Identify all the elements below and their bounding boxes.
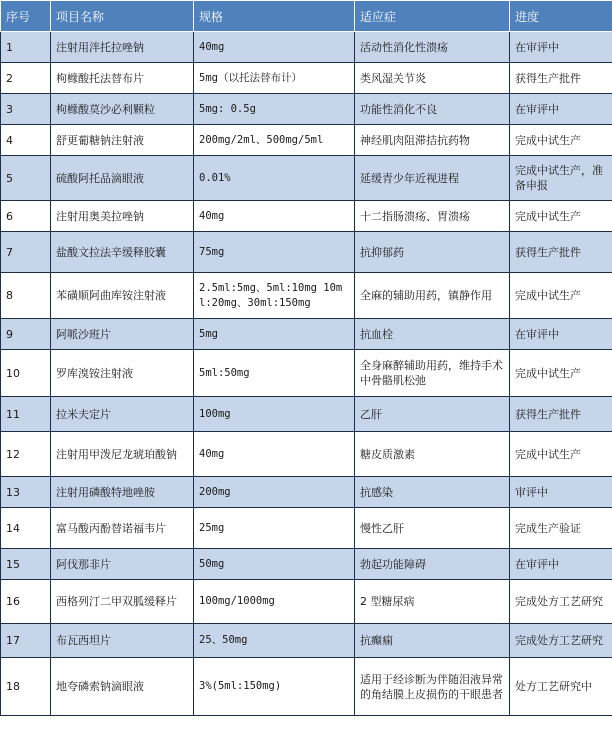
row-progress: 获得生产批件	[510, 63, 612, 94]
row-progress: 处方工艺研究中	[510, 658, 612, 716]
row-name: 阿伐那非片	[51, 549, 194, 580]
row-name: 拉米夫定片	[51, 397, 194, 432]
row-name: 注射用磷酸特地唑胺	[51, 477, 194, 508]
row-name: 西格列汀二甲双胍缓释片	[51, 580, 194, 624]
row-no: 14	[1, 508, 51, 549]
row-no: 15	[1, 549, 51, 580]
row-indication: 乙肝	[355, 397, 510, 432]
row-progress: 在审评中	[510, 549, 612, 580]
row-spec: 25、50mg	[194, 624, 355, 658]
row-progress: 审评中	[510, 477, 612, 508]
row-name: 盐酸文拉法辛缓释胶囊	[51, 232, 194, 273]
row-spec: 2.5ml:5mg、5ml:10mg 10ml:20mg、30ml:150mg	[194, 273, 355, 319]
row-no: 17	[1, 624, 51, 658]
table-row	[1, 508, 612, 549]
header-indication: 适应症	[355, 1, 510, 32]
row-spec: 0.01%	[194, 156, 355, 201]
row-indication: 适用于经诊断为伴随泪液异常的角结膜上皮损伤的干眼患者	[355, 658, 510, 716]
row-progress: 在审评中	[510, 32, 612, 63]
row-spec: 100mg	[194, 397, 355, 432]
row-no: 6	[1, 201, 51, 232]
row-no: 5	[1, 156, 51, 201]
row-name: 阿哌沙班片	[51, 319, 194, 350]
row-name: 枸橼酸莫沙必利颗粒	[51, 94, 194, 125]
row-spec: 5mg	[194, 319, 355, 350]
row-indication: 2 型糖尿病	[355, 580, 510, 624]
row-no: 7	[1, 232, 51, 273]
row-name: 布瓦西坦片	[51, 624, 194, 658]
row-spec: 50mg	[194, 549, 355, 580]
table-row	[1, 273, 612, 319]
row-spec: 40mg	[194, 201, 355, 232]
row-no: 2	[1, 63, 51, 94]
table-row	[1, 580, 612, 624]
row-spec: 200mg/2ml、500mg/5ml	[194, 125, 355, 156]
row-progress: 完成中试生产	[510, 125, 612, 156]
row-name: 注射用泮托拉唑钠	[51, 32, 194, 63]
row-progress: 在审评中	[510, 319, 612, 350]
row-progress: 获得生产批件	[510, 397, 612, 432]
row-spec: 75mg	[194, 232, 355, 273]
row-progress: 完成处方工艺研究	[510, 624, 612, 658]
row-progress: 获得生产批件	[510, 232, 612, 273]
row-indication: 活动性消化性溃疡	[355, 32, 510, 63]
row-name: 硫酸阿托品滴眼液	[51, 156, 194, 201]
row-spec: 5ml:50mg	[194, 350, 355, 397]
row-name: 舒更葡糖钠注射液	[51, 125, 194, 156]
row-progress: 完成中试生产	[510, 201, 612, 232]
row-no: 4	[1, 125, 51, 156]
row-indication: 慢性乙肝	[355, 508, 510, 549]
row-no: 16	[1, 580, 51, 624]
row-progress: 在审评中	[510, 94, 612, 125]
row-spec: 3%(5ml:150mg)	[194, 658, 355, 716]
table-row	[1, 32, 612, 63]
row-no: 13	[1, 477, 51, 508]
table-row	[1, 397, 612, 432]
table-row	[1, 94, 612, 125]
header-name: 项目名称	[51, 1, 194, 32]
table-row	[1, 477, 612, 508]
row-no: 11	[1, 397, 51, 432]
table-body	[1, 32, 612, 716]
row-no: 9	[1, 319, 51, 350]
row-indication: 类风湿关节炎	[355, 63, 510, 94]
row-no: 18	[1, 658, 51, 716]
header-progress: 进度	[510, 1, 612, 32]
table-row	[1, 201, 612, 232]
row-indication: 抗感染	[355, 477, 510, 508]
row-spec: 200mg	[194, 477, 355, 508]
row-no: 3	[1, 94, 51, 125]
table-row	[1, 432, 612, 477]
table-header	[1, 1, 612, 32]
row-progress: 完成生产验证	[510, 508, 612, 549]
table-row	[1, 319, 612, 350]
table-row	[1, 624, 612, 658]
row-indication: 全身麻醉辅助用药，维持手术中骨骼肌松弛	[355, 350, 510, 397]
row-name: 富马酸丙酚替诺福韦片	[51, 508, 194, 549]
row-indication: 勃起功能障碍	[355, 549, 510, 580]
row-indication: 抗癫痫	[355, 624, 510, 658]
row-name: 地夸磷索钠滴眼液	[51, 658, 194, 716]
row-name: 枸橼酸托法替布片	[51, 63, 194, 94]
row-no: 8	[1, 273, 51, 319]
row-progress: 完成中试生产	[510, 350, 612, 397]
row-spec: 100mg/1000mg	[194, 580, 355, 624]
row-progress: 完成中试生产	[510, 432, 612, 477]
row-progress: 完成处方工艺研究	[510, 580, 612, 624]
table-row	[1, 156, 612, 201]
row-indication: 神经肌肉阻滞拮抗药物	[355, 125, 510, 156]
table-row	[1, 232, 612, 273]
header-no: 序号	[1, 1, 51, 32]
row-indication: 功能性消化不良	[355, 94, 510, 125]
row-progress: 完成中试生产，准备申报	[510, 156, 612, 201]
header-row	[1, 1, 612, 32]
row-indication: 糖皮质激素	[355, 432, 510, 477]
row-indication: 延缓青少年近视进程	[355, 156, 510, 201]
row-name: 苯磺顺阿曲库铵注射液	[51, 273, 194, 319]
header-spec: 规格	[194, 1, 355, 32]
row-progress: 完成中试生产	[510, 273, 612, 319]
row-name: 注射用甲泼尼龙琥珀酸钠	[51, 432, 194, 477]
row-name: 注射用奥美拉唑钠	[51, 201, 194, 232]
table-row	[1, 63, 612, 94]
row-spec: 40mg	[194, 32, 355, 63]
row-spec: 25mg	[194, 508, 355, 549]
table-row	[1, 350, 612, 397]
row-indication: 抗血栓	[355, 319, 510, 350]
row-no: 1	[1, 32, 51, 63]
row-indication: 抗抑郁药	[355, 232, 510, 273]
table-row	[1, 658, 612, 716]
row-indication: 全麻的辅助用药，镇静作用	[355, 273, 510, 319]
row-name: 罗库溴铵注射液	[51, 350, 194, 397]
table-row	[1, 125, 612, 156]
table-row	[1, 549, 612, 580]
row-indication: 十二指肠溃疡、胃溃疡	[355, 201, 510, 232]
row-spec: 40mg	[194, 432, 355, 477]
row-no: 12	[1, 432, 51, 477]
row-spec: 5mg（以托法替布计）	[194, 63, 355, 94]
row-no: 10	[1, 350, 51, 397]
row-spec: 5mg: 0.5g	[194, 94, 355, 125]
